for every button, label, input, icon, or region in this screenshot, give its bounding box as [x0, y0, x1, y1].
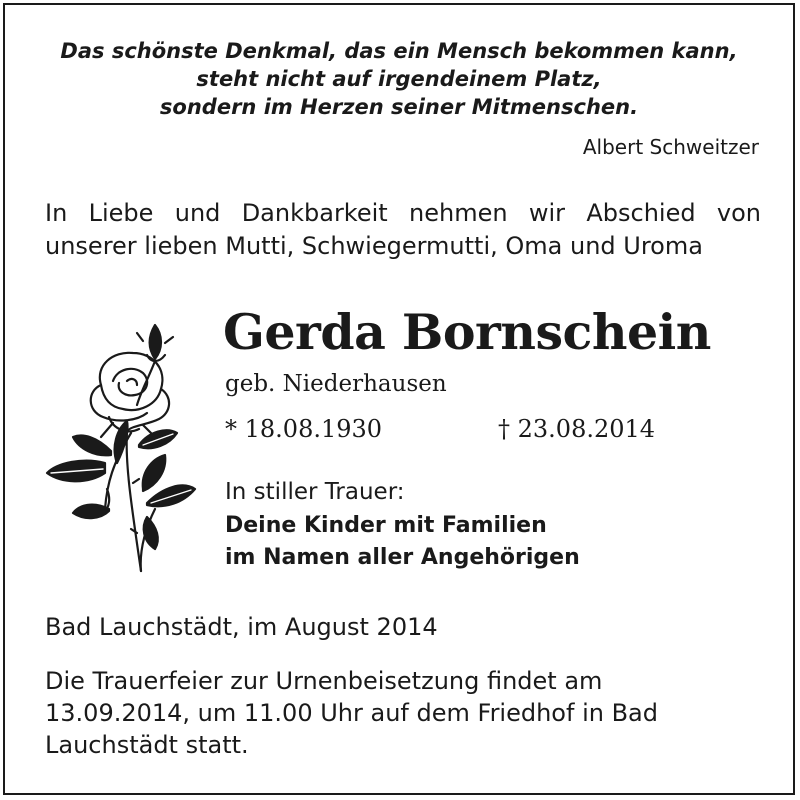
mourner-line: Deine Kinder mit Familien	[225, 513, 547, 538]
birth-date: * 18.08.1930	[225, 415, 383, 443]
death-date: † 23.08.2014	[498, 415, 656, 443]
birth-name: geb. Niederhausen	[225, 371, 447, 397]
deceased-name: Gerda Bornschein	[223, 303, 711, 361]
intro-text: In Liebe und Dankbarkeit nehmen wir Abschied von unserer lieben Mutti, Schwiegermutti, Oma und Uroma	[45, 199, 761, 260]
ceremony-info: Die Trauerfeier zur Urnenbeisetzung findet am 13.09.2014, um 11.00 Uhr auf dem Friedhof in Bad Lauchstädt statt.	[45, 667, 658, 759]
obituary-notice	[3, 3, 795, 795]
quote-line: sondern im Herzen seiner Mitmenschen.	[159, 95, 639, 119]
quote-line: steht nicht auf irgendeinem Platz,	[196, 67, 602, 91]
memorial-quote	[25, 37, 773, 121]
mourning-label: In stiller Trauer:	[225, 479, 405, 505]
quote-author: Albert Schweitzer	[582, 135, 759, 159]
mourner-line: im Namen aller Angehörigen	[225, 545, 580, 570]
place-date: Bad Lauchstädt, im August 2014	[45, 613, 438, 641]
rose-icon	[43, 313, 203, 575]
quote-line: Das schönste Denkmal, das ein Mensch bekommen kann,	[60, 39, 738, 63]
